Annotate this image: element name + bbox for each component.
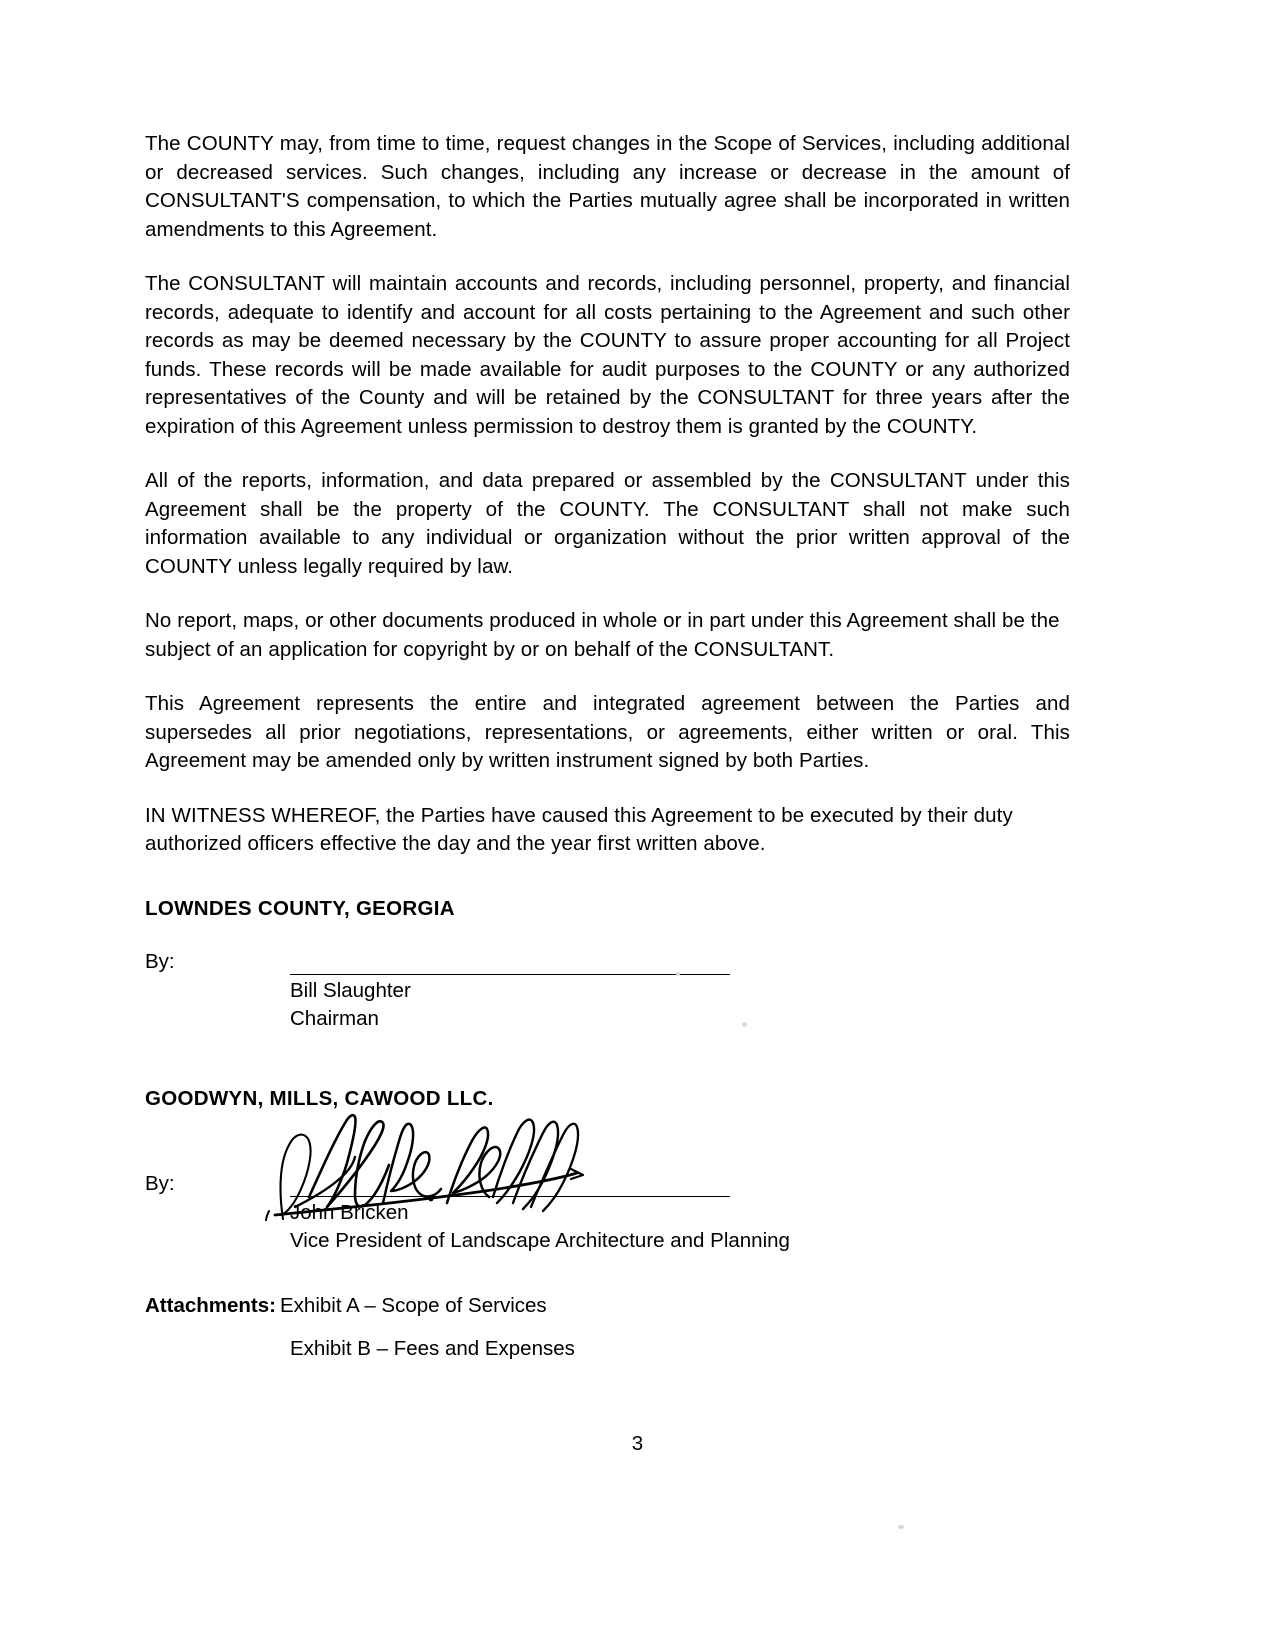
signer-name-consultant: John Bricken	[290, 1200, 409, 1224]
paragraph-entire-agreement: This Agreement represents the entire and integrated agreement between the Parties and supersedes all prior negotiations, representations, or agreements, either written or oral. This Agreement may be amended only by written instrument signed by both Parties.	[145, 692, 1070, 772]
attachments-section	[145, 1293, 1070, 1361]
scan-artifact-speck	[742, 1022, 747, 1027]
signer-name-county: Bill Slaughter	[290, 978, 411, 1002]
paragraph-records: The CONSULTANT will maintain accounts and records, including personnel, property, and financial records, adequate to identify and account for all costs pertaining to the Agreement and such other records as may be deemed necessary by the COUNTY to assure proper accounting for all Project funds. These records will be made available for audit purposes to the COUNTY or any authorized representatives of the County and will be retained by the CONSULTANT for three years after the expiration of this Agreement unless permission to destroy them is granted by the COUNTY.	[145, 272, 1070, 438]
paragraph-witness-whereof: IN WITNESS WHEREOF, the Parties have caused this Agreement to be executed by their duty authorized officers effective the day and the year first written above.	[145, 803, 1013, 855]
organization-name-consultant: GOODWYN, MILLS, CAWOOD LLC.	[145, 1086, 494, 1110]
signature-row-county	[145, 949, 1070, 975]
paragraph-reports-property: All of the reports, information, and data prepared or assembled by the CONSULTANT under this Agreement shall be the property of the COUNTY. The CONSULTANT shall not make such information available to any individual or organization without the prior written approval of the COUNTY unless legally required by law.	[145, 469, 1070, 578]
paragraph-scope-changes: The COUNTY may, from time to time, request changes in the Scope of Services, including additional or decreased services. Such changes, including any increase or decrease in the amount of CONSULTANT'S compensation, to which the Parties mutually agree shall be incorporated in written amendments to this Agreement.	[145, 132, 1070, 241]
attachment-item-a: Exhibit A – Scope of Services	[280, 1293, 547, 1317]
signer-title-consultant: Vice President of Landscape Architecture and Planning	[290, 1228, 790, 1252]
attachments-label: Attachments:	[145, 1293, 276, 1317]
page-number: 3	[631, 1432, 644, 1455]
signature-block-consultant	[145, 1087, 1070, 1253]
document-body	[145, 130, 1070, 1361]
scan-artifact-speck	[676, 972, 680, 976]
signature-line-consultant[interactable]	[290, 1195, 730, 1197]
signature-line-county[interactable]	[290, 973, 730, 975]
organization-name-county: LOWNDES COUNTY, GEORGIA	[145, 896, 455, 920]
paragraph-copyright: No report, maps, or other documents produced in whole or in part under this Agreement shall be the subject of an application for copyright by or on behalf of the CONSULTANT.	[145, 609, 1060, 661]
by-label-consultant: By:	[145, 1171, 175, 1195]
scan-artifact-speck	[898, 1525, 904, 1529]
signature-block-county	[145, 897, 1070, 1031]
signer-title-county: Chairman	[290, 1006, 379, 1030]
attachment-item-b: Exhibit B – Fees and Expenses	[290, 1336, 575, 1360]
attachment-first-row	[145, 1293, 1070, 1318]
by-label-county: By:	[145, 949, 175, 973]
signature-row-consultant	[145, 1171, 1070, 1197]
